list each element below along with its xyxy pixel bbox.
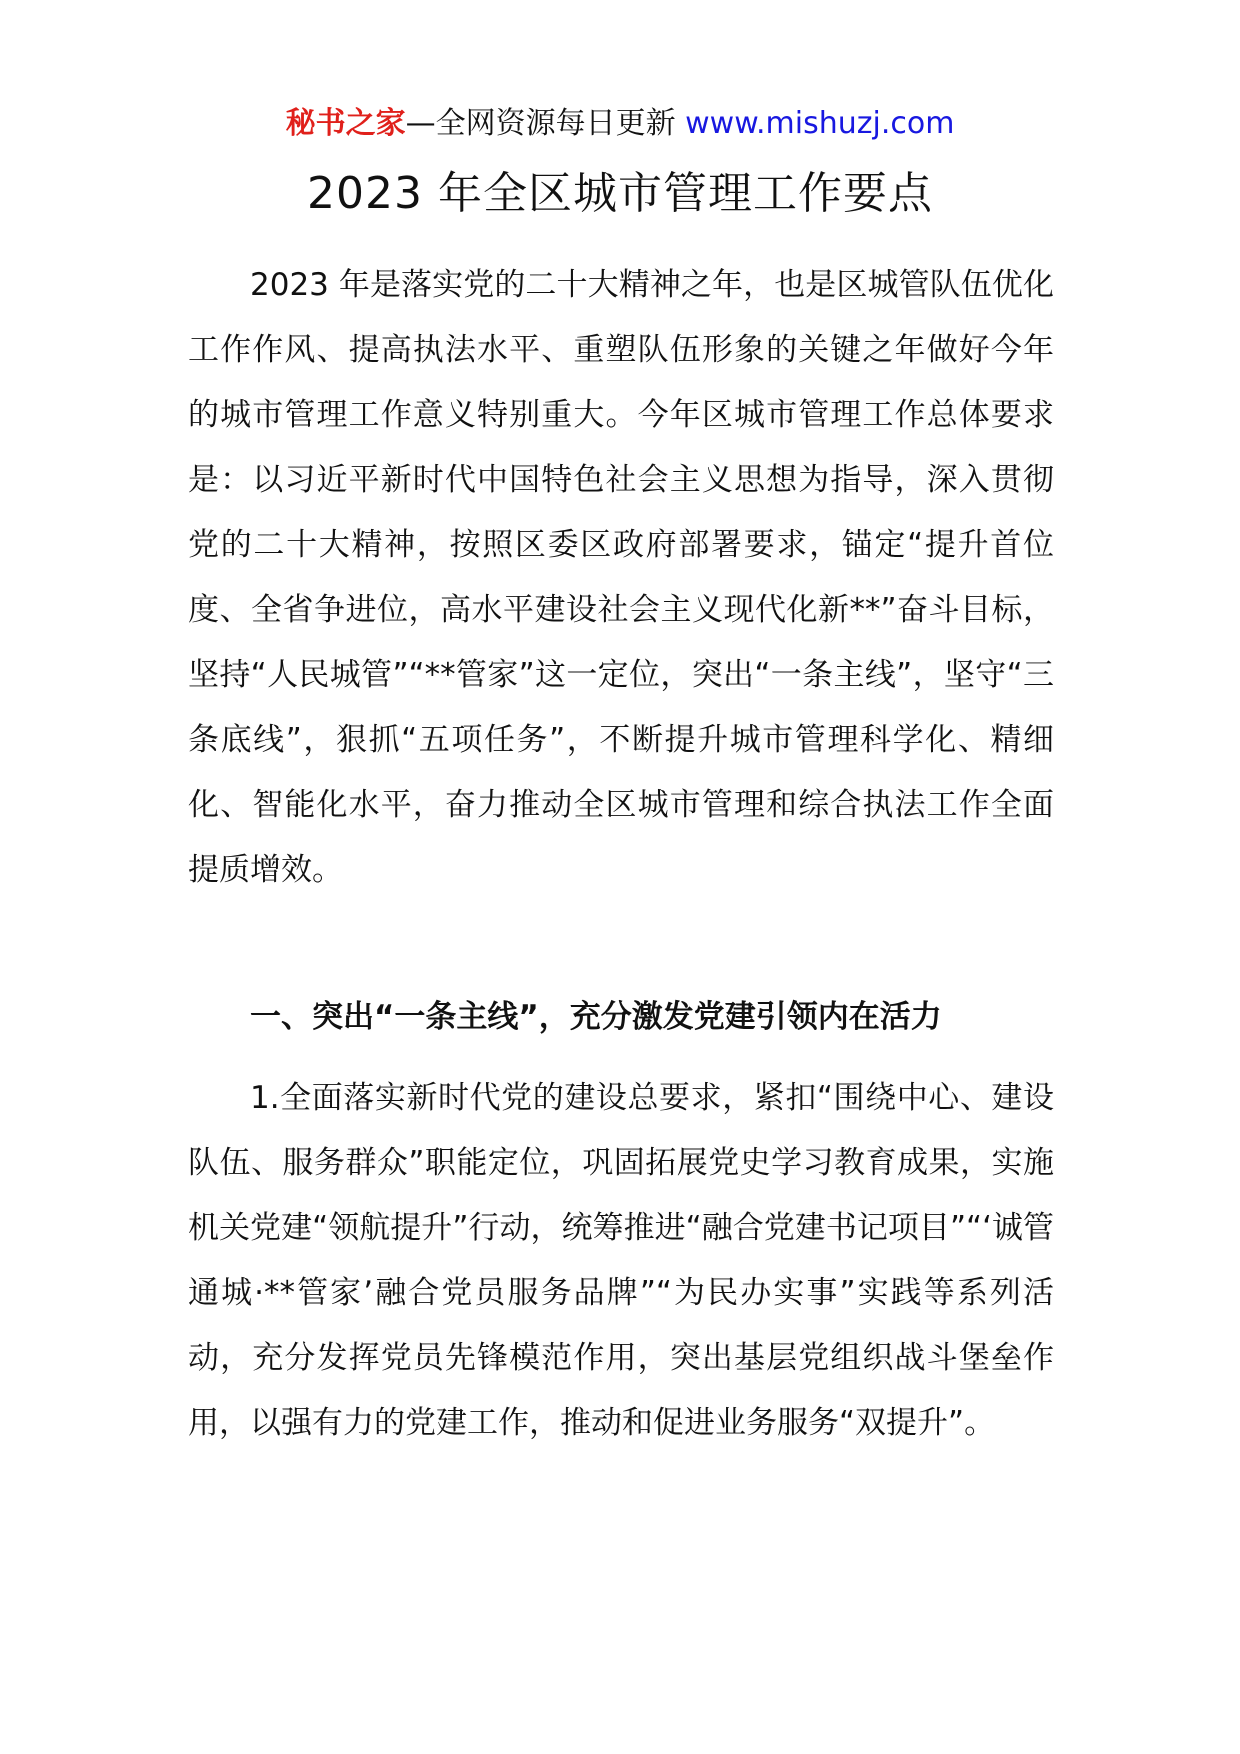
section-heading-1: 一、突出“一条主线”，充分激发党建引领内在活力 [250,999,942,1035]
brand-name: 秘书之家 [285,106,406,141]
document-title: 2023 年全区城市管理工作要点 [307,168,933,219]
banner-slogan: —全网资源每日更新 [405,106,676,141]
source-banner [0,102,1240,146]
intro-paragraph: 2023 年是落实党的二十大精神之年，也是区城管队伍优化工作作风、提高执法水平、重塑队伍形象的关键之年做好今年的城市管理工作意义特别重大。今年区城市管理工作总体要求是：以习近平新时代中国特色社会主义思想为指导，深入贯彻党的二十大精神，按照区委区政府部署要求，锚定“提升首位度、全省争进位，高水平建设社会主义现代化新**”奋斗目标，坚持“人民城管”“**管家”这一定位，突出“一条主线”，坚守“三条底线”，狠抓“五项任务”，不断提升城市管理科学化、精细化、智能化水平，奋力推动全区城市管理和综合执法工作全面提质增效。 [188,267,1054,888]
section-1-item-1: 1.全面落实新时代党的建设总要求，紧扣“围绕中心、建设队伍、服务群众”职能定位，巩固拓展党史学习教育成果，实施机关党建“领航提升”行动，统筹推进“融合党建书记项目”“‘诚管通城·**管家’融合党员服务品牌”“为民办实事”实践等系列活动，充分发挥党员先锋模范作用，突出基层党组织战斗堡垒作用，以强有力的党建工作，推动和促进业务服务“双提升”。 [188,1080,1054,1441]
website-link[interactable]: www.mishuzj.com [685,106,955,141]
